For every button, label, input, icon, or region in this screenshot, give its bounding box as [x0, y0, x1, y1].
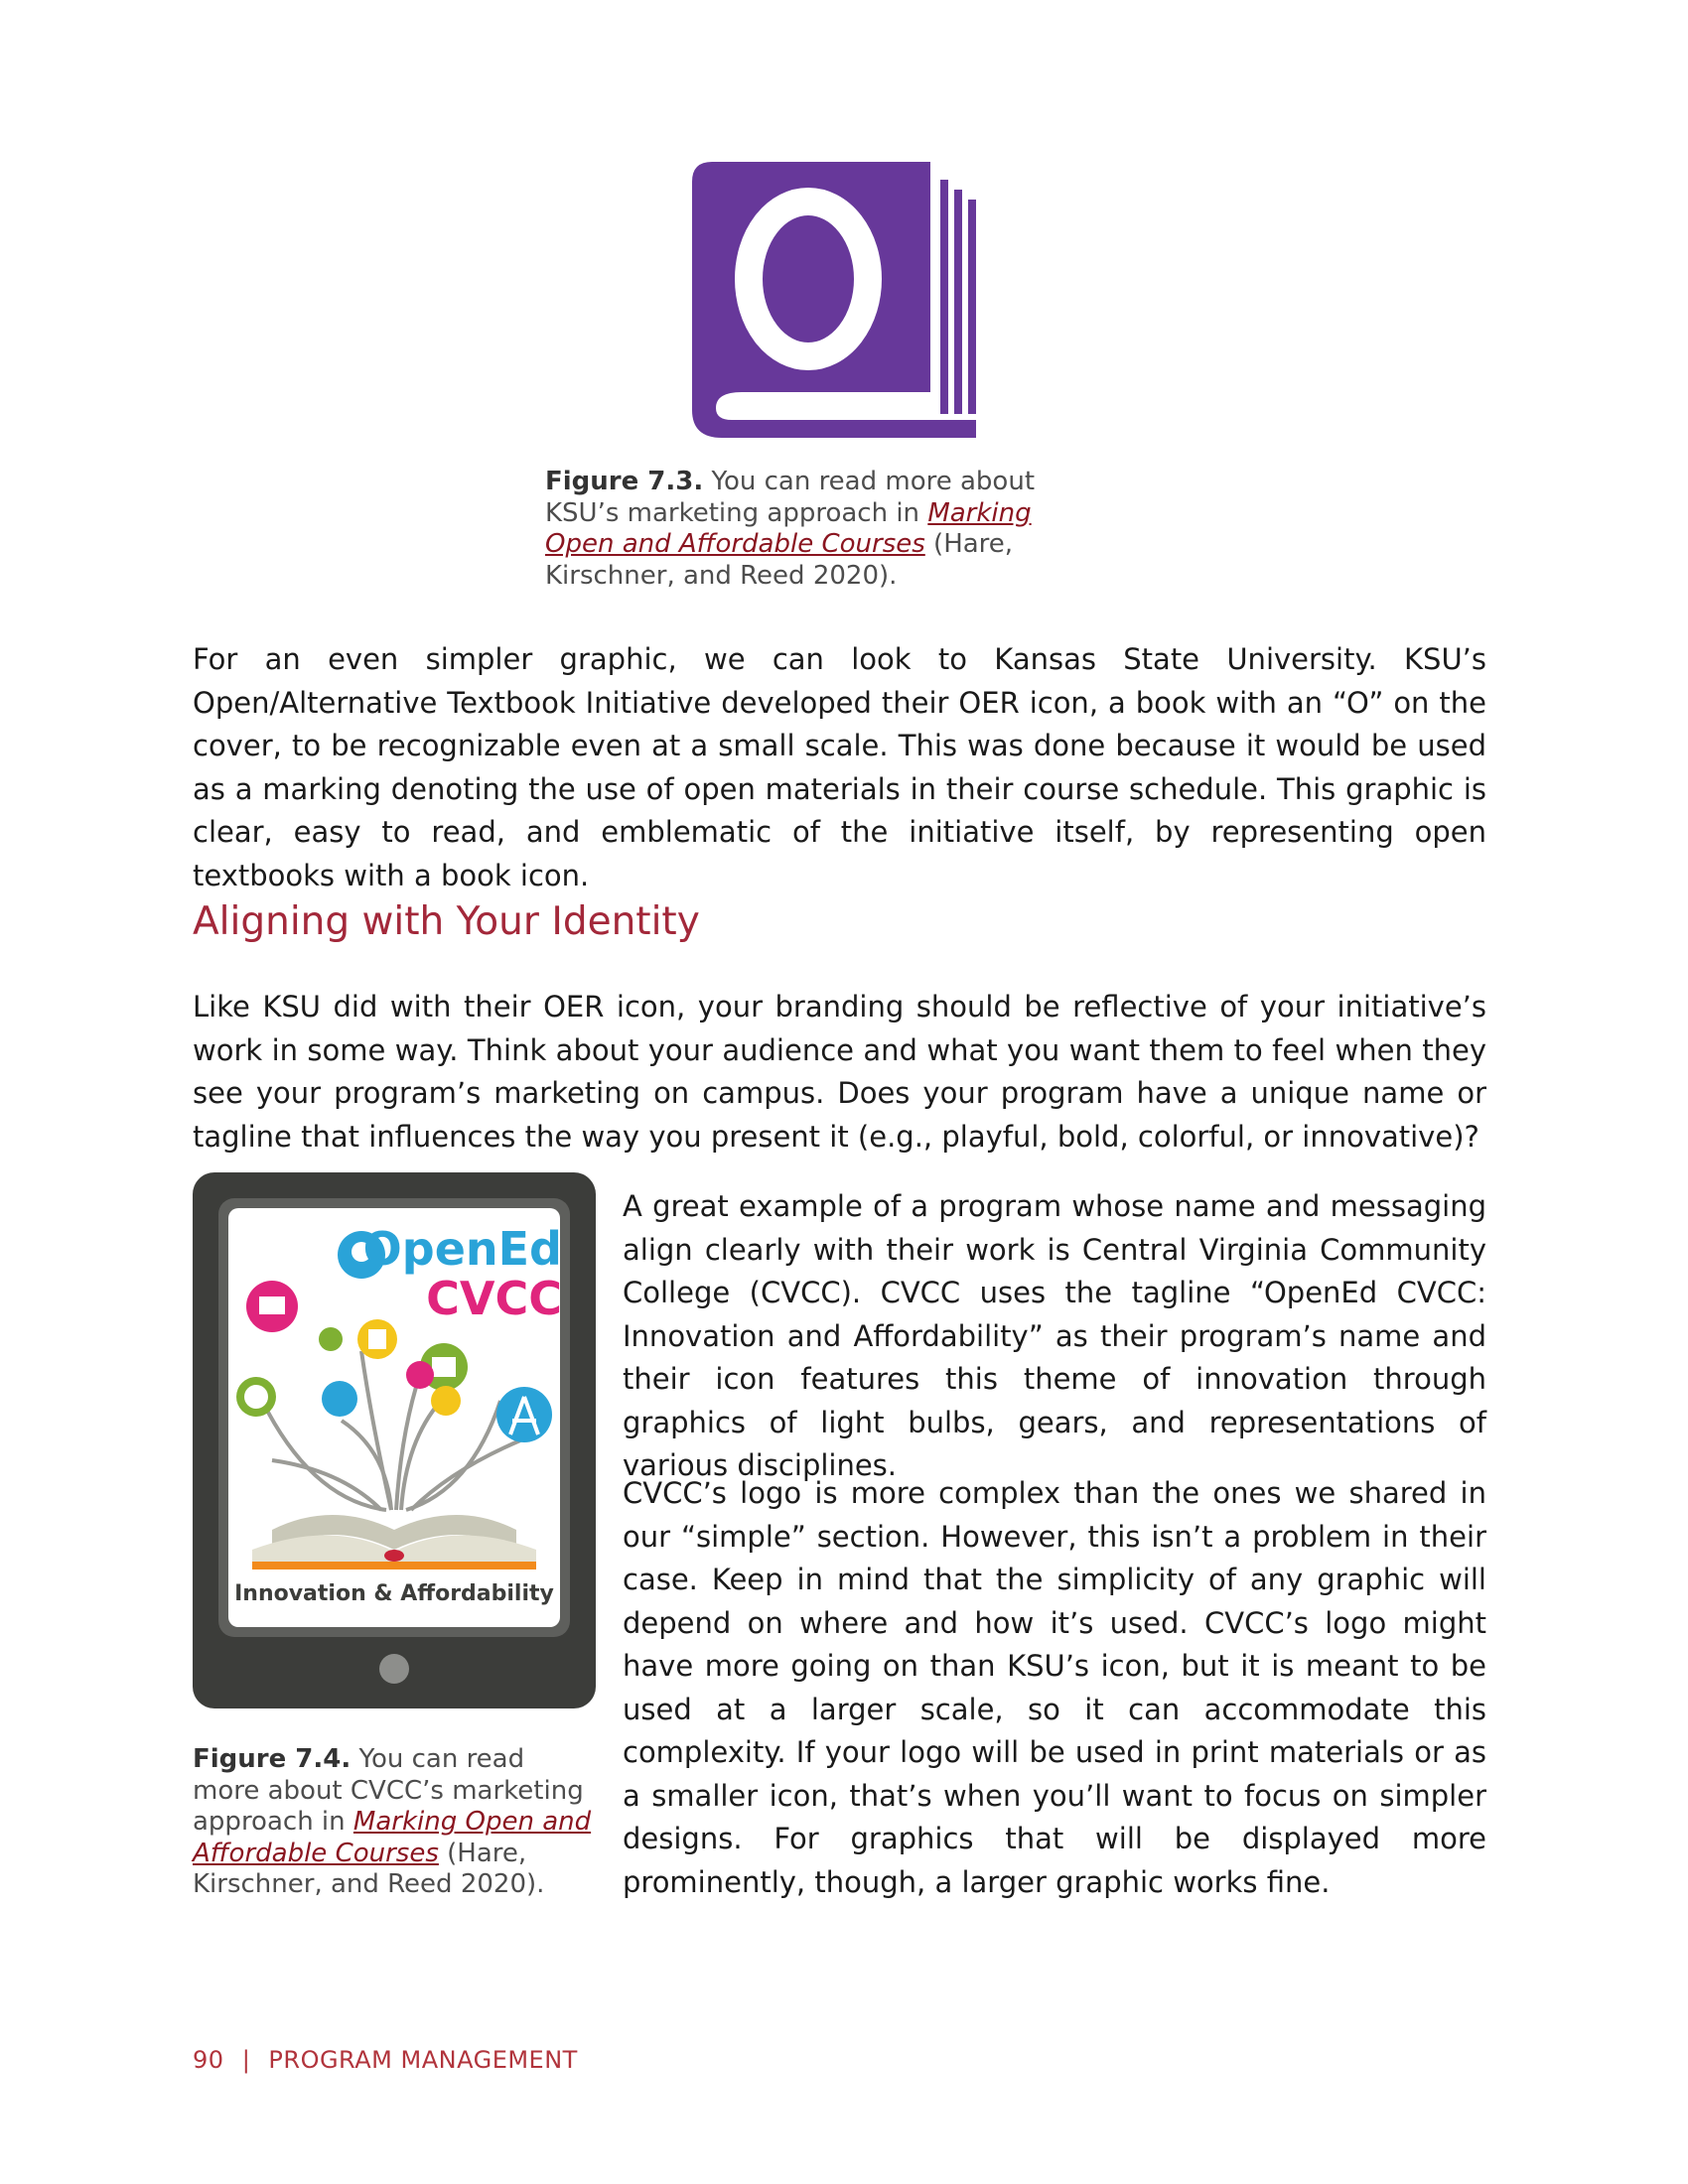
footer-separator: |: [241, 2046, 251, 2074]
figure-label: Figure 7.4.: [193, 1744, 352, 1774]
marking-open-affordable-link[interactable]: Marking Open and Affordable Courses: [545, 497, 1032, 559]
paragraph-ksu-icon: For an even simpler graphic, we can look to Kansas State University. KSU’s Open/Alternative Textbook Initiative developed their OER icon, a book with an “O” on the cover, to be recognizable even at a small scale. This was done because it would be used as a marking denoting the use of open materials in their course schedule. This graphic is clear, easy to read, and emblematic of the initiative itself, by representing open textbooks with a book icon.: [193, 642, 1486, 892]
paragraph-aligning-identity: Like KSU did with their OER icon, your branding should be reflective of your initiative’s work in some way. Think about your audience and what you want them to feel when they see your program’s marketing on campus. Does your program have a unique name or tagline that influences the way you present it (e.g., playful, bold, colorful, or innovative)?: [193, 990, 1486, 1154]
page-number: 90: [193, 2046, 224, 2074]
section-heading: Aligning with Your Identity: [193, 899, 700, 944]
logo-open-ed: OpenEd: [362, 1222, 562, 1276]
book-icon: [692, 162, 978, 438]
figure-label: Figure 7.3.: [545, 467, 704, 496]
paragraph-cvcc-complexity: CVCC’s logo is more complex than the ones we shared in our “simple” section. However, this isn’t a problem in their case. Keep in mind that the simplicity of any graphic will depend on where and how it’s used. CVCC’s logo might have more going on than KSU’s icon, but it is meant to be used at a larger scale, so it can accommodate this complexity. If your logo will be used in print materials or as a smaller icon, that’s when you’ll want to focus on simpler designs. For graphics that will be displayed more prominently, though, a larger graphic works fine.: [623, 1476, 1486, 1899]
figure-7-4-caption: [193, 1744, 596, 1901]
page-footer: [193, 2046, 578, 2074]
figure-7-3-caption: [545, 467, 1101, 592]
footer-section: PROGRAM MANAGEMENT: [268, 2046, 578, 2074]
caption-citation: (Hare, Kirschner, and Reed 2020).: [545, 529, 1014, 591]
logo-cvcc: CVCC: [426, 1272, 562, 1325]
caption-text: You can read more about CVCC’s marketing approach in: [193, 1744, 584, 1837]
ksu-oer-book-icon: [692, 162, 978, 438]
caption-text: You can read more about KSU’s marketing approach in: [545, 467, 1036, 528]
cvcc-tablet-logo: [193, 1172, 596, 1708]
logo-tagline: Innovation & Affordability: [234, 1581, 554, 1606]
caption-citation: (Hare, Kirschner, and Reed 2020).: [193, 1838, 545, 1899]
logo-wordmark: [332, 1224, 562, 1323]
marking-open-affordable-link[interactable]: Marking Open and Affordable Courses: [193, 1807, 592, 1868]
paragraph-cvcc-example: A great example of a program whose name and messaging align clearly with their work is Central Virginia Community College (CVCC). CVCC uses the tagline “OpenEd CVCC: Innovation and Affordability” as their program’s name and their icon features this theme of innovation through graphics of light bulbs, gears, and representations of various disciplines.: [623, 1189, 1486, 1482]
